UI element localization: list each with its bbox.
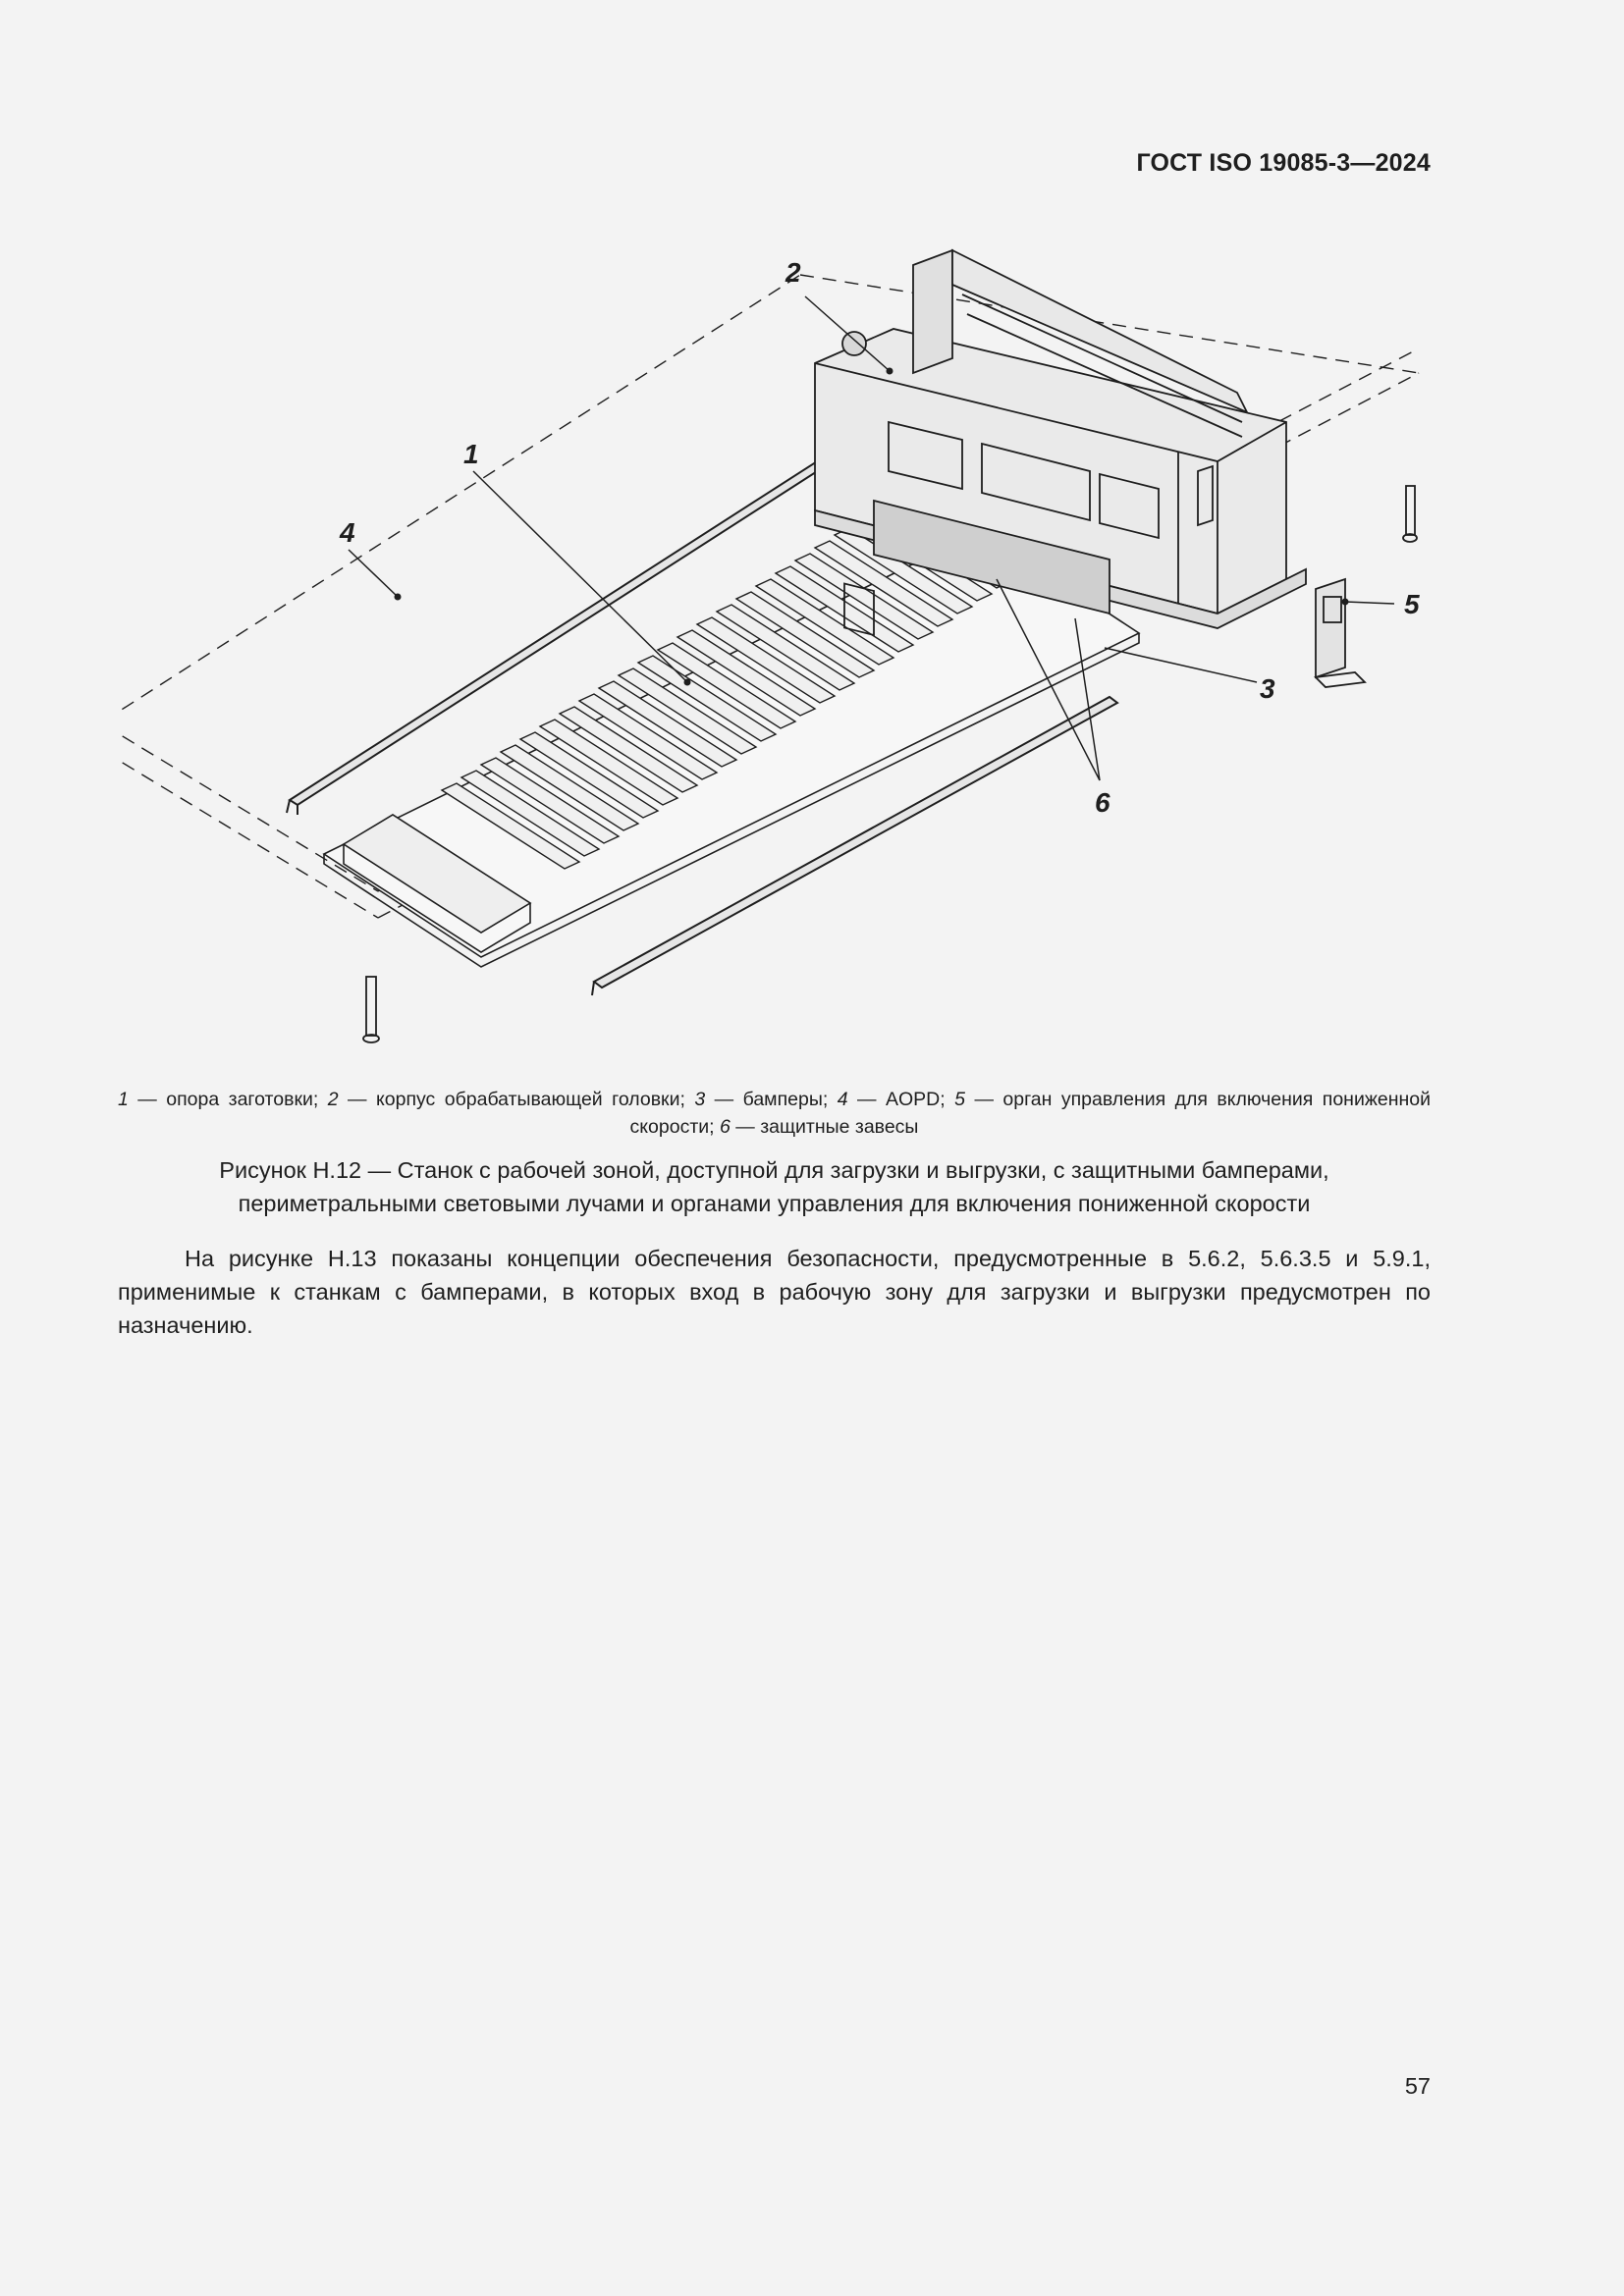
legend-num: 3 [694,1089,706,1110]
figure-legend [118,1086,1431,1141]
legend-num: 4 [837,1089,848,1110]
legend-text: — AOPD; [847,1089,955,1110]
callout-3: 3 [1260,673,1275,704]
callout-4: 4 [340,517,355,548]
callout-1: 1 [463,439,479,469]
legend-text: — бамперы; [705,1089,838,1110]
legend-text: — орган управления для включения пониженной скорости; [629,1089,1432,1138]
legend-num: 1 [118,1089,129,1110]
callout-2: 2 [785,257,801,288]
reduced-speed-control-station [1316,579,1365,687]
legend-text: — опора заготовки; [128,1089,328,1110]
body-paragraph: На рисунке H.13 показаны концепции обеспечения безопасности, предусмотренные в 5.6.2, 5.6.3.5 и 5.9.1, применимые к станкам с бамперами, в которых вход в рабочую зону для загрузки и выгрузки предусмотрен по назначению. [118,1246,1431,1338]
figure-caption [118,1153,1431,1220]
machine-illustration [118,226,1434,1060]
legend-num: 6 [720,1116,731,1138]
document-standard-id: ГОСТ ISO 19085-3—2024 [1136,149,1431,177]
callout-5: 5 [1404,589,1420,619]
legend-text: — корпус обрабатывающей головки; [338,1089,695,1110]
caption-line-2: периметральными световыми лучами и органами управления для включения пониженной скорости [238,1191,1311,1216]
legend-num: 2 [327,1089,339,1110]
caption-line-1: Рисунок H.12 — Станок с рабочей зоной, доступной для загрузки и выгрузки, с защитными бамперами, [219,1157,1329,1183]
legend-num: 5 [954,1089,965,1110]
legend-text: — защитные завесы [730,1116,919,1138]
page-number: 57 [1404,2073,1431,2099]
callout-6: 6 [1095,787,1110,818]
machine-figure [118,226,1434,1060]
